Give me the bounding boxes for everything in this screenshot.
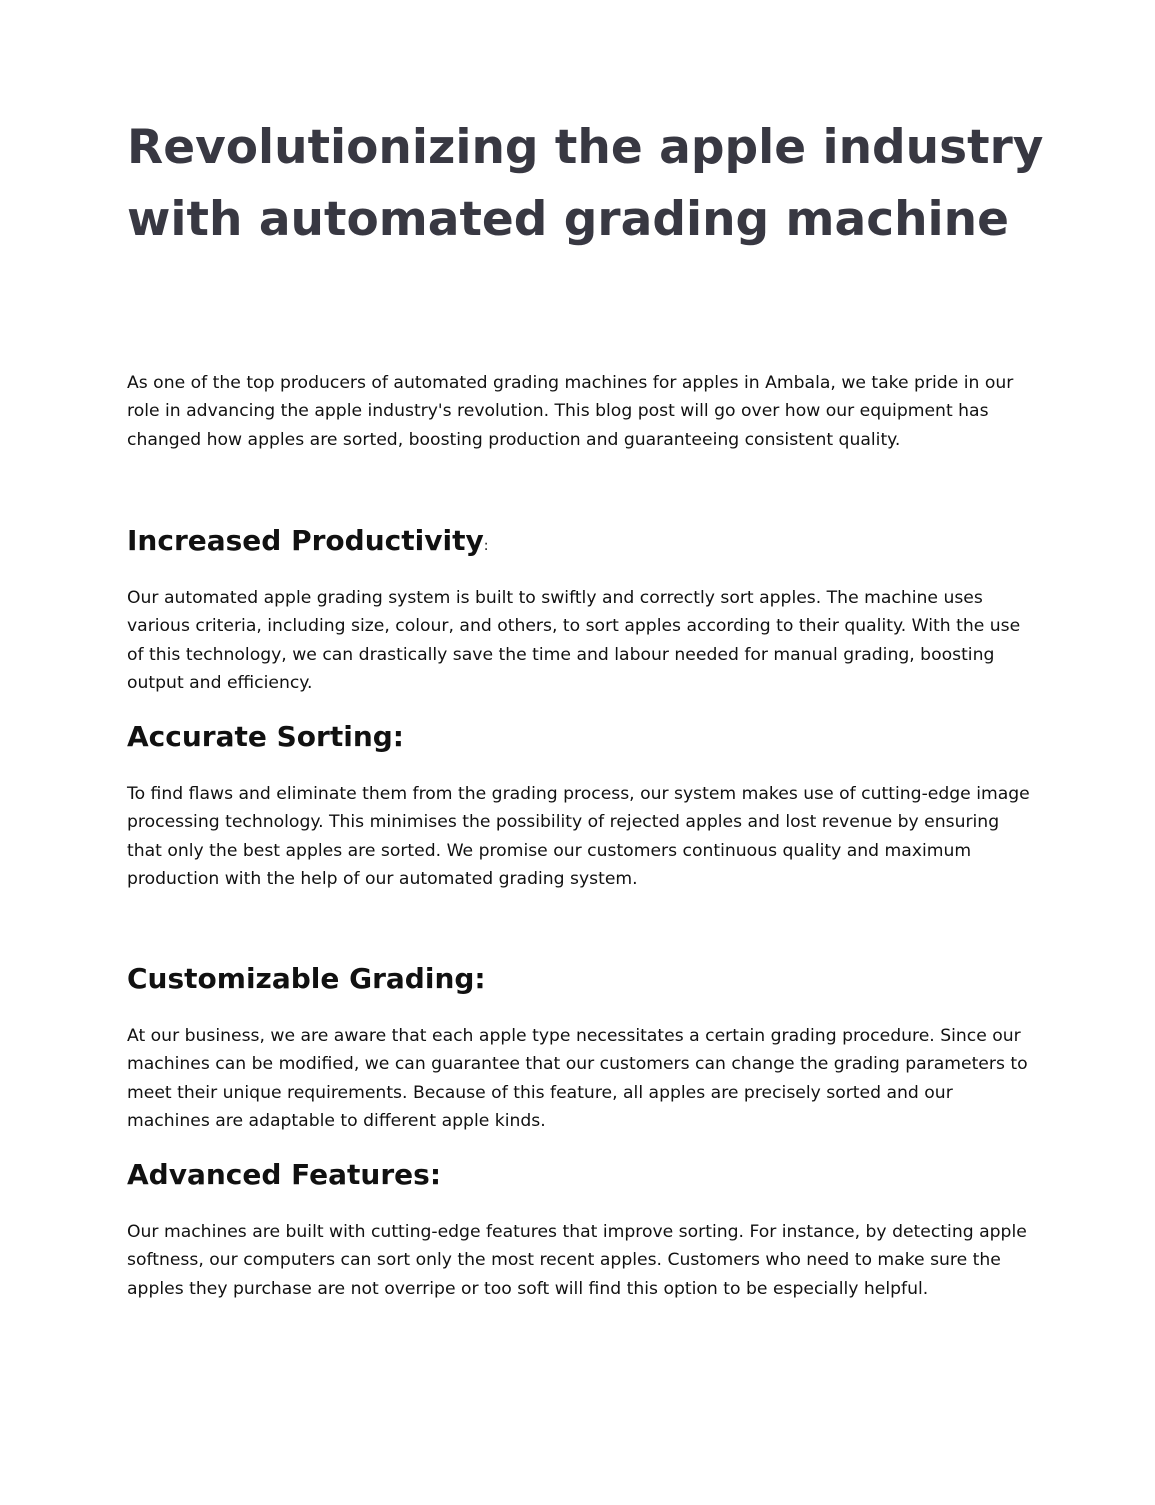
intro-paragraph: As one of the top producers of automated grading machines for apples in Ambala, we take pride in our role in advancing the apple industry's revolution. This blog post will go over how our equipment has changed how apples are sorted, boosting production and guaranteeing consistent quality.: [127, 373, 1014, 450]
heading-colon: :: [483, 538, 489, 554]
section-body-accurate-sorting: To find flaws and eliminate them from the grading process, our system makes use of cutting-edge image processing technology. This minimises the possibility of rejected apples and lost revenue by ensuring that only the best apples are sorted. We promise our customers continuous quality and maximum production with the help of our automated grading system.: [127, 784, 1030, 889]
section-heading-customizable-grading: Customizable Grading:: [127, 962, 486, 995]
section-heading-increased-productivity: [127, 521, 488, 566]
section-body-increased-productivity: Our automated apple grading system is built to swiftly and correctly sort apples. The machine uses various criteria, including size, colour, and others, to sort apples according to their quality. With the use of this technology, we can drastically save the time and labour needed for manual grading, boosting output and efficiency.: [127, 588, 1021, 693]
page-title: Revolutionizing the apple industry with automated grading machine: [127, 120, 1044, 247]
section-body-customizable-grading: At our business, we are aware that each apple type necessitates a certain grading procedure. Since our machines can be modified, we can guarantee that our customers can change the grading parameters to meet their unique requirements. Because of this feature, all apples are precisely sorted and our machines are adaptable to different apple kinds.: [127, 1026, 1028, 1131]
section-body-advanced-features: Our machines are built with cutting-edge features that improve sorting. For instance, by detecting apple softness, our computers can sort only the most recent apples. Customers who need to make sure the apples they purchase are not overripe or too soft will find this option to be especially helpful.: [127, 1222, 1027, 1299]
section-heading-text: Increased Productivity: [127, 524, 484, 557]
section-heading-advanced-features: Advanced Features:: [127, 1158, 442, 1191]
section-heading-accurate-sorting: Accurate Sorting:: [127, 720, 404, 753]
